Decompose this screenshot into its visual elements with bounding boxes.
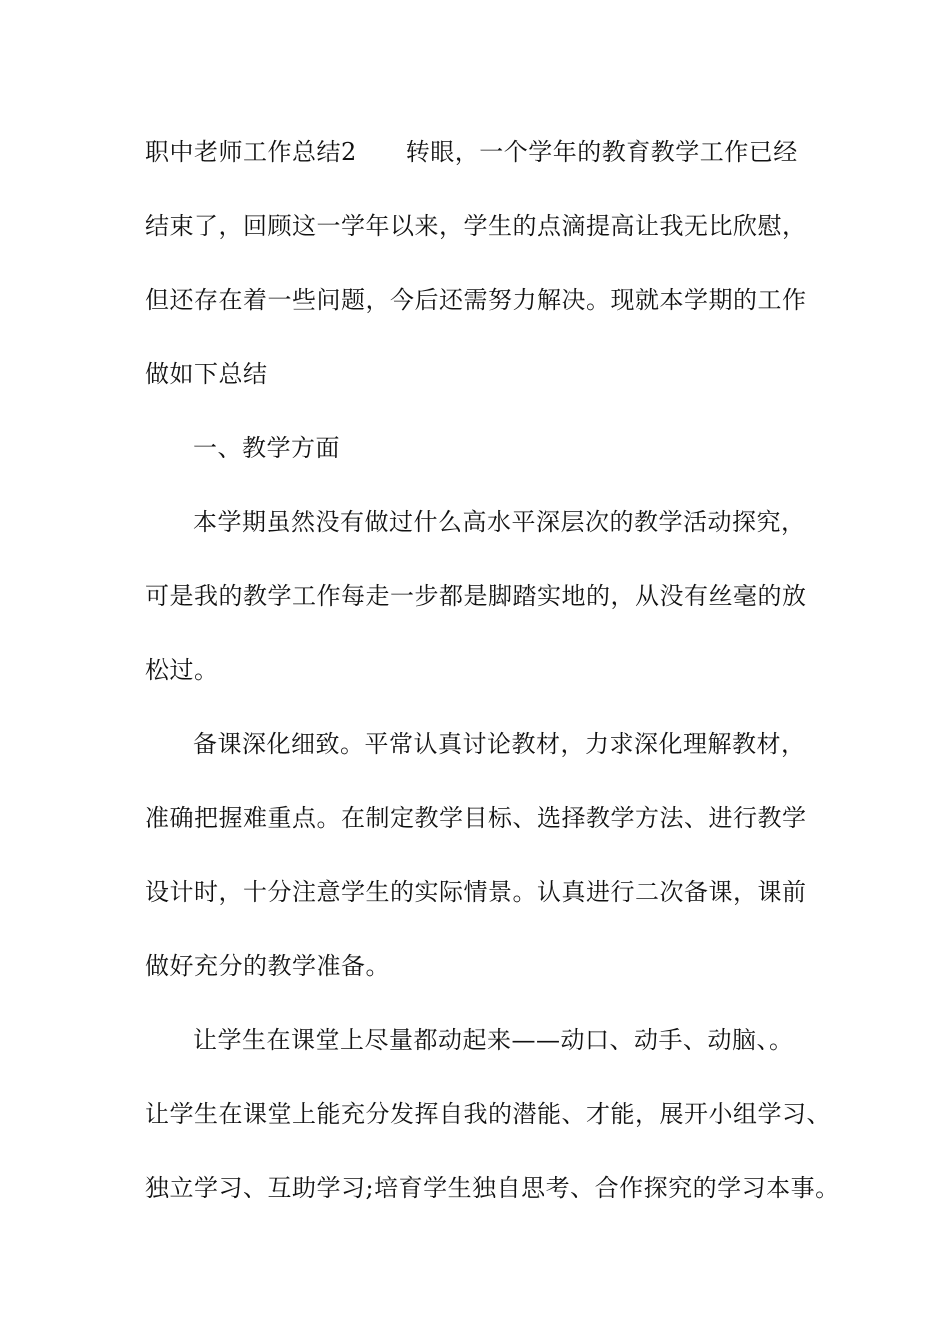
paragraph-line: 松过。	[145, 656, 219, 684]
paragraph-line: 设计时，十分注意学生的实际情景。认真进行二次备课，课前	[145, 878, 807, 906]
paragraph-line: 结束了，回顾这一学年以来，学生的点滴提高让我无比欣慰，	[145, 212, 807, 240]
section-heading: 一、教学方面	[193, 434, 340, 462]
paragraph-line: 让学生在课堂上尽量都动起来——动口、动手、动脑、。	[193, 1026, 794, 1054]
paragraph-line: 备课深化细致。平常认真讨论教材，力求深化理解教材，	[193, 730, 806, 758]
paragraph-line: 独立学习、互助学习;培育学生独自思考、合作探究的学习本事。	[145, 1174, 840, 1202]
paragraph-line: 做如下总结	[145, 360, 268, 388]
paragraph-line: 让学生在课堂上能充分发挥自我的潜能、才能，展开小组学习、	[145, 1100, 831, 1128]
paragraph-line: 做好充分的教学准备。	[145, 952, 390, 980]
paragraph-line: 准确把握难重点。在制定教学目标、选择教学方法、进行教学	[145, 804, 807, 832]
paragraph-line: 可是我的教学工作每走一步都是脚踏实地的，从没有丝毫的放	[145, 582, 807, 610]
paragraph-line: 职中老师工作总结2 转眼，一个学年的教育教学工作已经	[145, 138, 798, 166]
paragraph-line: 但还存在着一些问题，今后还需努力解决。现就本学期的工作	[145, 286, 807, 314]
paragraph-line: 本学期虽然没有做过什么高水平深层次的教学活动探究，	[193, 508, 806, 536]
